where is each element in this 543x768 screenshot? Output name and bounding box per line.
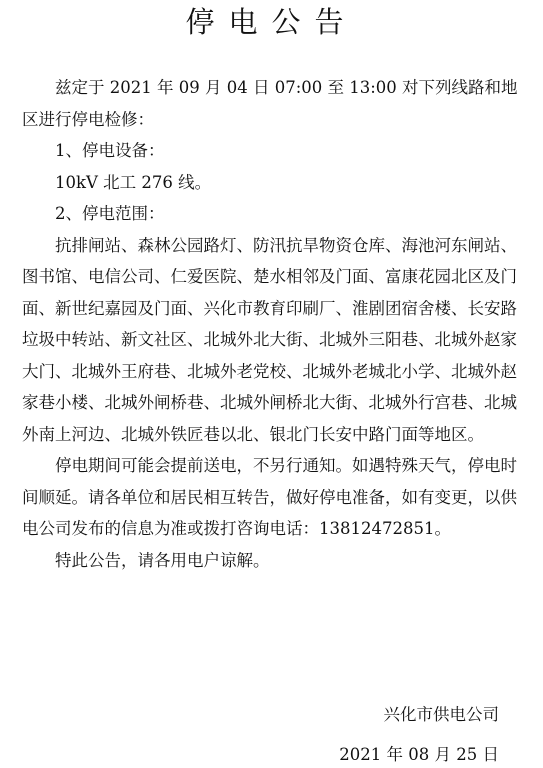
note-paragraph: 停电期间可能会提前送电，不另行通知。如遇特殊天气，停电时间顺延。请各单位和居民相互转告，做好停电准备，如有变更，以供电公司发布的信息为准或拨打咨询电话：13812472851。 — [22, 456, 517, 538]
signature: 兴化市供电公司 — [383, 705, 499, 724]
issue-date: 2021 年 08 月 25 日 — [339, 745, 499, 764]
section1-heading: 1、停电设备： — [55, 141, 165, 160]
intro-paragraph: 兹定于 2021 年 09 月 04 日 07:00 至 13:00 对下列线路和地区进行停电检修： — [22, 78, 518, 129]
section2-heading: 2、停电范围： — [55, 204, 165, 223]
notice-body — [22, 72, 522, 576]
notice-title: 停电公告 — [185, 5, 358, 39]
outage-scope-paragraph: 抗排闸站、森林公园路灯、防汛抗旱物资仓库、海池河东闸站、图书馆、电信公司、仁爱医院、楚水相邻及门面、富康花园北区及门面、新世纪嘉园及门面、兴化市教育印刷厂、淮剧团宿舍楼、长安路垃圾中转站、新文社区、北城外北大街、北城外三阳巷、北城外赵家大门、北城外王府巷、北城外老党校、北城外老城北小学、北城外赵家巷小楼、北城外闸桥巷、北城外闸桥北大街、北城外行宫巷、北城外南上河边、北城外铁匠巷以北、银北门长安中路门面等地区。 — [22, 235, 517, 444]
section1-content: 10kV 北工 276 线。 — [55, 172, 212, 192]
closing-paragraph: 特此公告，请各用电户谅解。 — [55, 550, 270, 570]
